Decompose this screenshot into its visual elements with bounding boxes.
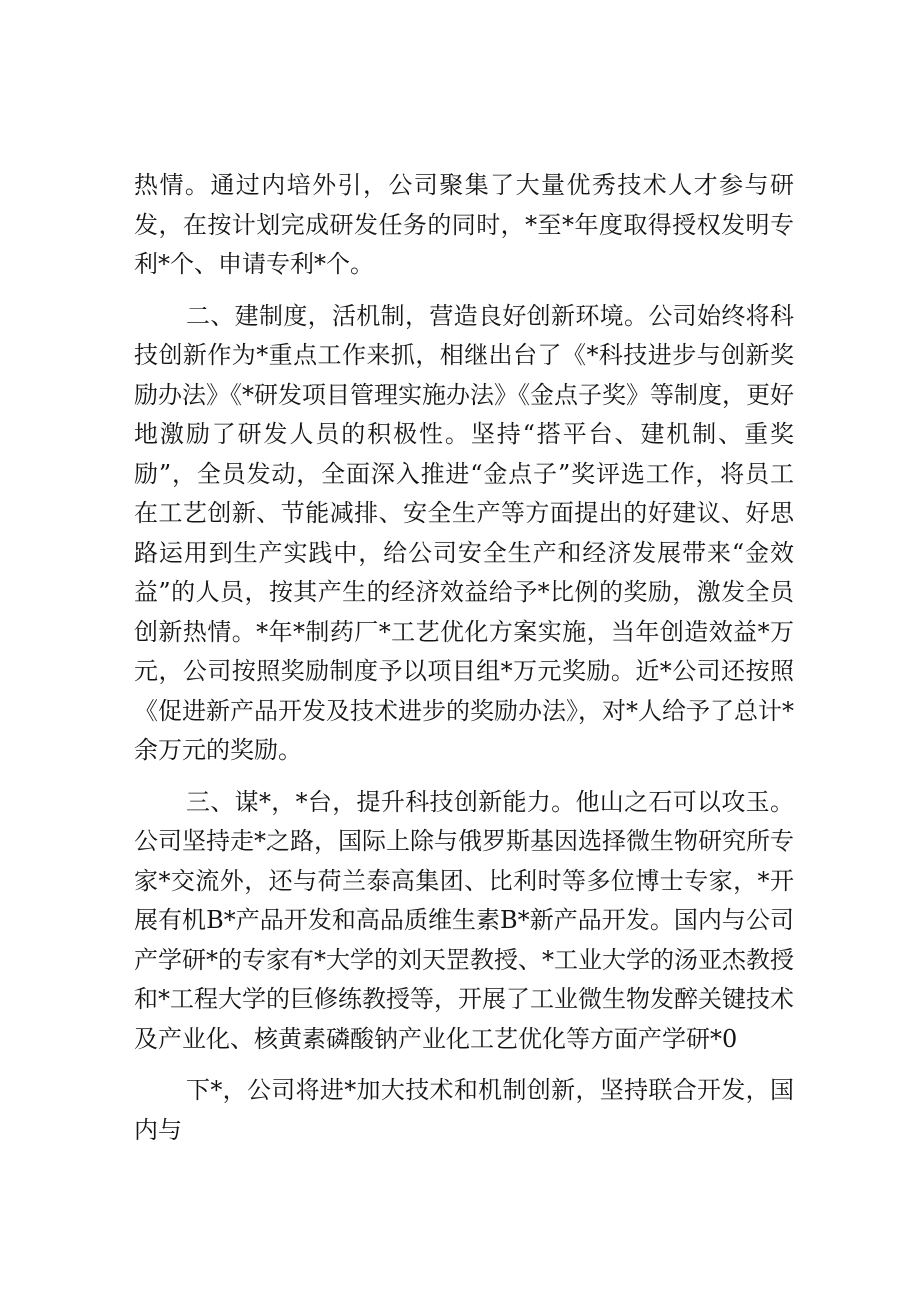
paragraph-institutions: 二、建制度，活机制，营造良好创新环境。公司始终将科技创新作为*重点工作来抓，相继出台了《*科技进步与创新奖励办法》《*研发项目管理实施办法》《金点子奖》等制度，更好地激励了研发人员的积极性。坚持“搭平台、建机制、重奖励”，全员发动，全面深入推进“金点子”奖评选工作，将员工在工艺创新、节能减排、安全生产等方面提出的好建议、好思路运用到生产实践中，给公司安全生产和经济发展带来“金效益”的人员，按其产生的经济效益给予*比例的奖励，激发全员创新热情。*年*制药厂*工艺优化方案实施，当年创造效益*万元，公司按照奖励制度予以项目组*万元奖励。近*公司还按照《促进新产品开发及技术进步的奖励办法》，对*人给予了总计*余万元的奖励。 bbox=[134, 301, 794, 764]
paragraph-continuation: 热情。通过内培外引，公司聚集了大量优秀技术人才参与研发，在按计划完成研发任务的同时，*至*年度取得授权发明专利*个、申请专利*个。 bbox=[134, 171, 794, 278]
document-body bbox=[134, 166, 794, 1162]
paragraph-cooperation: 三、谋*，*台，提升科技创新能力。他山之石可以攻玉。公司坚持走*之路，国际上除与俄罗斯基因选择微生物研究所专家*交流外，还与荷兰泰高集团、比利时等多位博士专家，*开展有机B*产品开发和高品质维生素B*新产品开发。国内与公司产学研*的专家有*大学的刘天罡教授、*工业大学的汤亚杰教授和*工程大学的巨修练教授等，开展了工业微生物发醉关键技术及产业化、核黄素磷酸钠产业化工艺优化等方面产学研*0 bbox=[134, 787, 794, 1053]
paragraph-next-steps: 下*，公司将进*加大技术和机制创新，坚持联合开发，国内与 bbox=[134, 1076, 794, 1144]
